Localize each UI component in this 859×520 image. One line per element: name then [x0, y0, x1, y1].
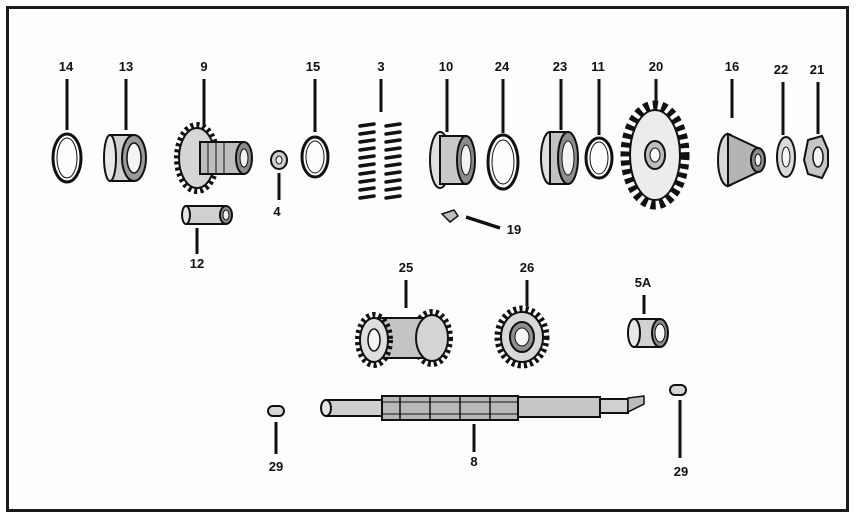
svg-text:21: 21 [809, 62, 825, 77]
part-20-sprocket [625, 105, 685, 205]
svg-text:10: 10 [438, 59, 454, 74]
svg-text:26: 26 [519, 260, 535, 275]
svg-text:3: 3 [377, 59, 385, 74]
callout-11 [591, 59, 605, 135]
part-8-mainshaft [321, 396, 644, 420]
callout-21 [810, 62, 824, 134]
part-29-dowel-left [268, 406, 284, 416]
part-4-washer [271, 151, 287, 169]
svg-text:5A: 5A [634, 275, 652, 290]
svg-text:12: 12 [189, 256, 205, 271]
part-10-flanged-bush [430, 132, 475, 188]
part-25-cluster-gear [358, 312, 450, 365]
callout-3 [377, 59, 384, 112]
callout-12 [190, 228, 204, 271]
callout-19 [507, 222, 521, 237]
callout-16 [725, 59, 739, 118]
callout-9 [200, 59, 207, 125]
svg-text:15: 15 [305, 59, 321, 74]
callout-20 [649, 59, 663, 103]
part-11-ring [586, 138, 612, 178]
svg-text:25: 25 [398, 260, 414, 275]
callout-23 [553, 59, 567, 130]
svg-text:9: 9 [200, 59, 208, 74]
part-14-ring [53, 134, 81, 182]
svg-text:8: 8 [470, 454, 478, 469]
callout-24 [495, 59, 510, 133]
callout-25 [399, 260, 413, 308]
part-9-gear [177, 125, 252, 191]
svg-text:29: 29 [673, 464, 689, 479]
svg-text:4: 4 [273, 204, 281, 219]
svg-text:14: 14 [58, 59, 74, 74]
svg-text:20: 20 [648, 59, 664, 74]
svg-text:11: 11 [591, 59, 605, 74]
svg-text:19: 19 [506, 222, 522, 237]
part-22-tab-washer [777, 137, 795, 177]
callout-29-left [269, 422, 283, 474]
part-24-ring [488, 135, 518, 189]
svg-text:23: 23 [552, 59, 568, 74]
part-26-gear [498, 309, 546, 365]
svg-text:13: 13 [118, 59, 134, 74]
callout-22 [774, 62, 788, 135]
svg-text:22: 22 [773, 62, 789, 77]
callout-14 [59, 59, 74, 130]
svg-text:16: 16 [724, 59, 740, 74]
part-5a-bush [628, 319, 668, 347]
callout-5a [635, 275, 652, 314]
callout-8 [470, 424, 477, 469]
part-16-cone [718, 134, 765, 186]
callout-13 [119, 59, 133, 130]
part-15-ring [302, 137, 328, 177]
callout-15 [306, 59, 320, 132]
part-21-nut [804, 136, 828, 178]
part-13-bearing [104, 135, 146, 181]
callout-26 [520, 260, 534, 306]
part-19-key [442, 210, 500, 228]
part-3-needle-rollers [360, 124, 400, 198]
part-29-dowel-right [670, 385, 686, 395]
callout-10 [439, 59, 453, 132]
part-23-bearing [541, 132, 578, 184]
svg-text:29: 29 [268, 459, 284, 474]
callout-29-right [674, 400, 688, 479]
svg-text:24: 24 [494, 59, 510, 74]
part-12-sleeve [182, 206, 232, 224]
callout-4 [273, 173, 281, 219]
